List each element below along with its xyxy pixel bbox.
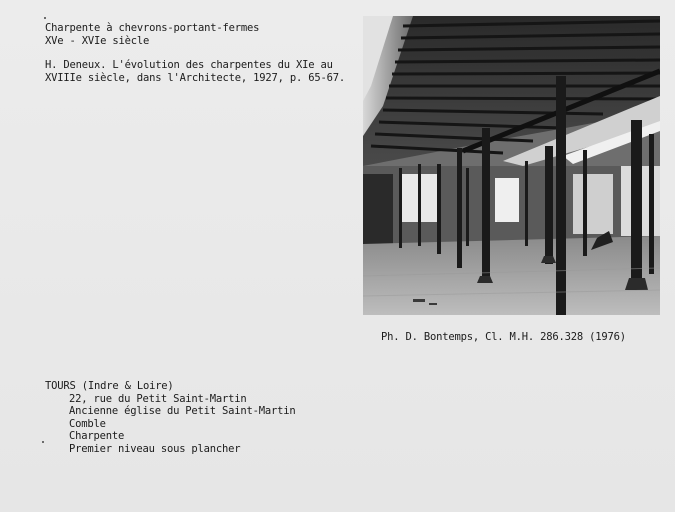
period-label: XVe - XVIe siècle — [45, 34, 150, 47]
pencil-mark — [44, 17, 46, 19]
city-label: TOURS (Indre & Loire) — [45, 380, 174, 392]
attic-interior-photo — [363, 16, 660, 315]
location-block — [45, 380, 296, 455]
building-label: Ancienne église du Petit Saint-Martin — [69, 405, 296, 417]
part-label-3: Premier niveau sous plancher — [69, 442, 241, 455]
title-block — [45, 22, 259, 47]
pencil-mark — [42, 441, 44, 443]
address-label: 22, rue du Petit Saint-Martin — [69, 392, 247, 405]
reference-line-2: XVIIIe siècle, dans l'Architecte, 1927, p. 65-67. — [45, 71, 345, 84]
reference-line-1: H. Deneux. L'évolution des charpentes du XIe au — [45, 59, 333, 71]
photo-illustration — [363, 16, 660, 315]
photo-credit: Ph. D. Bontemps, Cl. M.H. 286.328 (1976) — [381, 331, 626, 343]
structure-title: Charpente à chevrons-portant-fermes — [45, 22, 260, 34]
part-label-1: Comble — [69, 417, 106, 430]
part-label-2: Charpente — [69, 430, 125, 442]
bibliographic-reference — [45, 59, 345, 84]
